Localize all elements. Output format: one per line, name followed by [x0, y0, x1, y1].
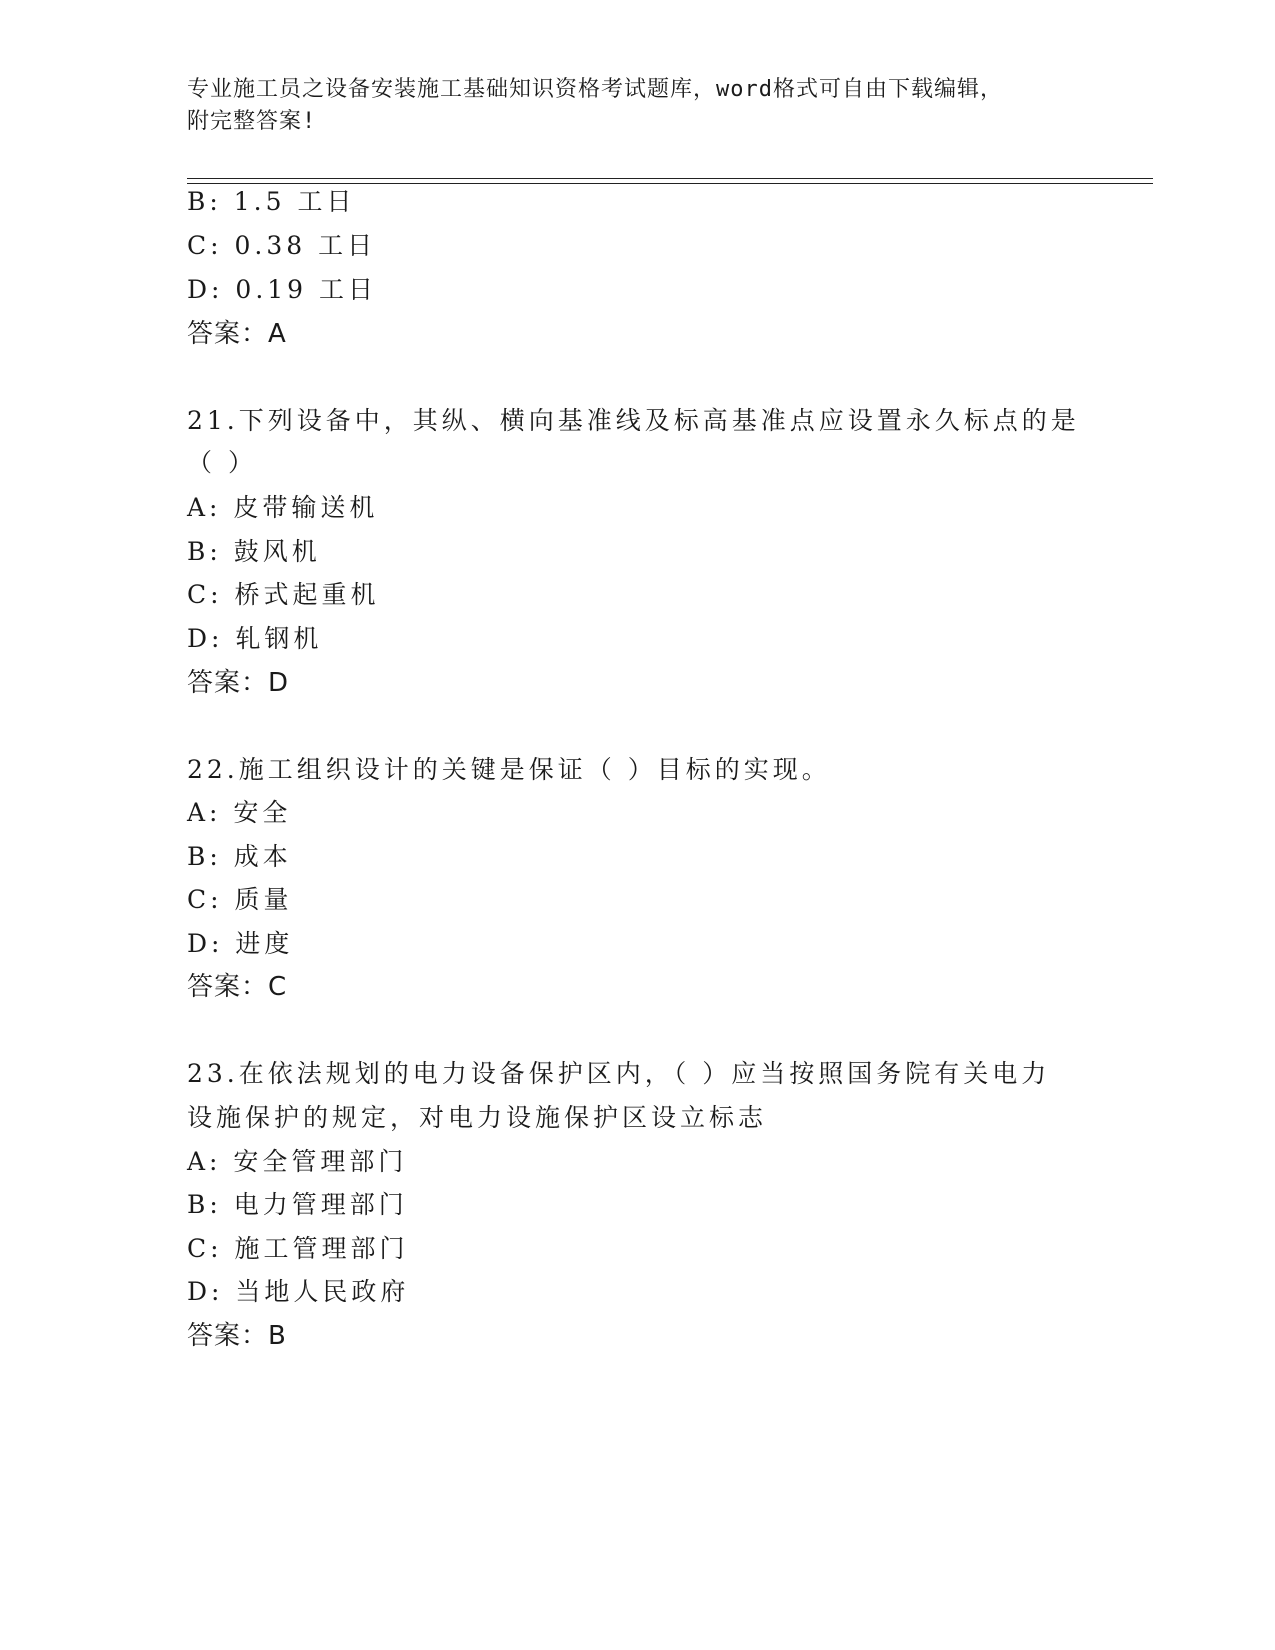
answer-line: 答案：A	[187, 319, 287, 349]
answer-line: 答案：B	[187, 1321, 287, 1351]
option-b: B: 1.5 工日	[187, 187, 356, 216]
question-23-text: 23.在依法规划的电力设备保护区内，（ ）应当按照国务院有关电力	[187, 1059, 1051, 1088]
option-c: C: 质量	[187, 885, 293, 914]
answer-line: 答案：C	[187, 972, 288, 1002]
option-d: D: 进度	[187, 929, 294, 958]
option-a: A: 安全	[187, 798, 292, 827]
document-header	[187, 74, 1087, 138]
option-b: B: 成本	[187, 842, 292, 871]
option-b: B: 电力管理部门	[187, 1190, 408, 1219]
header-divider-bottom	[187, 183, 1153, 184]
question-22-text: 22.施工组织设计的关键是保证（ ）目标的实现。	[187, 755, 831, 784]
header-divider-top	[187, 178, 1153, 179]
option-a: A: 安全管理部门	[187, 1147, 408, 1176]
option-c: C: 桥式起重机	[187, 580, 380, 609]
question-21-text: 21.下列设备中，其纵、横向基准线及标高基准点应设置永久标点的是	[187, 406, 1080, 435]
question-21-text-cont: （ ）	[187, 448, 257, 477]
header-line-2: 附完整答案!	[187, 109, 317, 134]
option-d: D: 轧钢机	[187, 624, 323, 653]
question-23-text-cont: 设施保护的规定，对电力设施保护区设立标志	[187, 1103, 768, 1132]
option-b: B: 鼓风机	[187, 537, 321, 566]
option-a: A: 皮带输送机	[187, 493, 379, 522]
answer-line: 答案：D	[187, 668, 290, 698]
option-d: D: 当地人民政府	[187, 1277, 410, 1306]
option-c: C: 施工管理部门	[187, 1234, 409, 1263]
header-line-1: 专业施工员之设备安装施工基础知识资格考试题库，word格式可自由下载编辑，	[187, 77, 1003, 102]
option-c: C: 0.38 工日	[187, 231, 377, 260]
option-d: D: 0.19 工日	[187, 275, 378, 304]
